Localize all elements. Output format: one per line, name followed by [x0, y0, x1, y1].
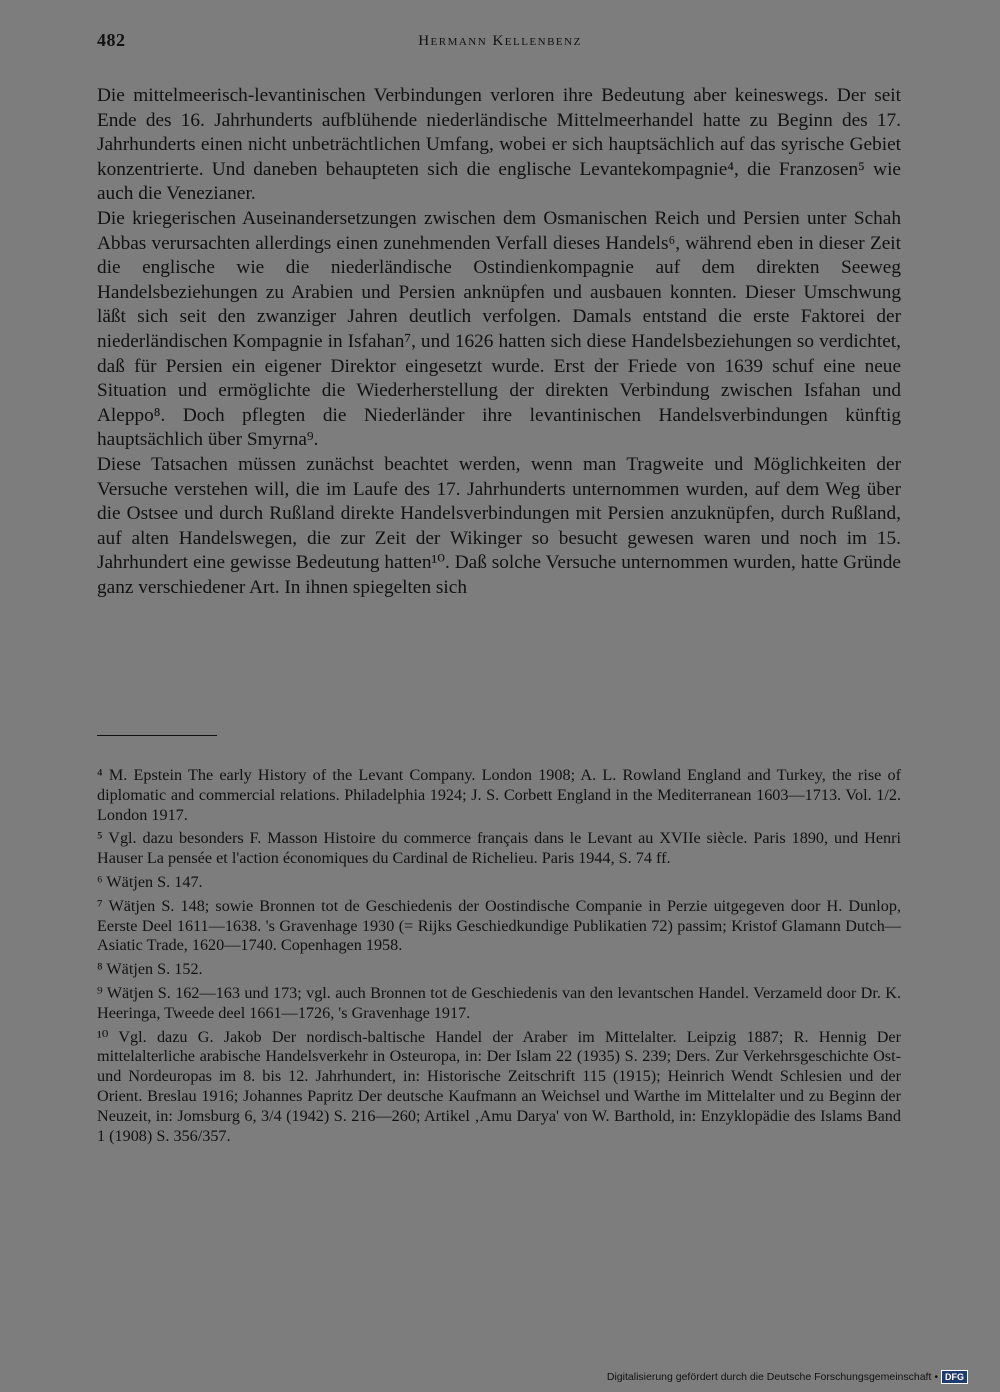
- footnotes: [97, 766, 901, 1150]
- footnote-separator: [97, 735, 217, 736]
- main-text: [97, 84, 901, 600]
- dfg-logo-icon: DFG: [941, 1370, 968, 1384]
- running-head: Hermann Kellenbenz: [418, 33, 582, 49]
- page-number: 482: [97, 30, 126, 50]
- paragraph: Die kriegerischen Auseinandersetzungen zwischen dem Osmanischen Reich und Persien unter Schah Abbas verursachten allerdings einen zunehmenden Verfall dieses Handels⁶, während eben in dieser Zeit die englische wie die niederländische Ostindienkompagnie auf dem direkten Seeweg Handelsbeziehungen zu Arabien und Persien anknüpfen und ausbauen konnten. Dieser Umschwung läßt sich seit den zwanziger Jahren deutlich verfolgen. Damals entstand die erste Faktorei der niederländischen Kompagnie in Isfahan⁷, und 1626 hatten sich diese Handelsbeziehungen so verdichtet, daß für Persien ein eigener Direktor eingesetzt wurde. Erst der Friede von 1639 schuf eine neue Situation und ermöglichte die Wiederherstellung der direkten Verbindung zwischen Isfahan und Aleppo⁸. Doch pflegten die Niederländer ihre levantinischen Handelsverbindungen künftig hauptsächlich über Smyrna⁹.: [97, 207, 901, 451]
- footnote: ¹⁰ Vgl. dazu G. Jakob Der nordisch-baltische Handel der Araber im Mittelalter. Leipzig 1887; R. Hennig Der mittelalterliche arabische Handelsverkehr in Osteuropa, in: Der Islam 22 (1935) S. 239; Ders. Zur Verkehrsgeschichte Ost- und Nordeuropas im 8. bis 12. Jahrhundert, in: Historische Zeitschrift 115 (1915); Heinrich Wendt Schlesien und der Orient. Breslau 1916; Johannes Papritz Der deutsche Kaufmann an Weichsel und Warthe im Mittelalter und zu Beginn der Neuzeit, in: Jomsburg 6, 3/4 (1942) S. 216—260; Artikel ‚Amu Darya' von W. Barthold, in: Enzyklopädie des Islams Band 1 (1908) S. 356/357.: [97, 1027, 901, 1145]
- footnote: ⁵ Vgl. dazu besonders F. Masson Histoire du commerce français dans le Levant au XVIIe siècle. Paris 1890, und Henri Hauser La pensée et l'action économiques du Cardinal de Richelieu. Paris 1944, S. 74 ff.: [97, 829, 901, 868]
- footnote: ⁹ Wätjen S. 162—163 und 173; vgl. auch Bronnen tot de Geschiedenis van den levantschen Handel. Verzameld door Dr. K. Heeringa, Tweede deel 1661—1726, 's Gravenhage 1917.: [97, 983, 901, 1022]
- paragraph: Die mittelmeerisch-levantinischen Verbindungen verloren ihre Bedeutung aber keineswegs. Der seit Ende des 16. Jahrhunderts aufblühende niederländische Mittelmeerhandel hatte zu Beginn des 17. Jahrhunderts einen nicht unbeträchtlichen Umfang, wobei er sich hauptsächlich auf das syrische Gebiet konzentrierte. Und daneben behaupteten sich die englische Levantekompagnie⁴, die Franzosen⁵ wie auch die Venezianer.: [97, 85, 901, 205]
- footnote: ⁸ Wätjen S. 152.: [97, 960, 203, 979]
- paragraph: Diese Tatsachen müssen zunächst beachtet werden, wenn man Tragweite und Möglichkeiten der Versuche verstehen will, die im Laufe des 17. Jahrhunderts unternommen wurden, auf dem Weg über die Ostsee und durch Rußland direkte Handelsverbindungen mit Persien anzuknüpfen, durch Rußland, auf alten Handelswegen, die zur Zeit der Wikinger so besucht gewesen waren und noch im 15. Jahrhundert eine gewisse Bedeutung hatten¹⁰. Daß solche Versuche unternommen wurden, hatte Gründe ganz verschiedener Art. In ihnen spiegelten sich: [97, 453, 901, 598]
- digitization-credit: [607, 1370, 968, 1384]
- footnote: ⁶ Wätjen S. 147.: [97, 872, 203, 891]
- footnote: ⁷ Wätjen S. 148; sowie Bronnen tot de Geschiedenis der Oostindische Companie in Perzie uitgegeven door H. Dunlop, Eerste Deel 1611—1638. 's Gravenhage 1930 (= Rijks Geschiedkundige Publikatien 72) passim; Kristof Glamann Dutch—Asiatic Trade, 1620—1740. Copenhagen 1958.: [97, 896, 901, 955]
- footnote: ⁴ M. Epstein The early History of the Levant Company. London 1908; A. L. Rowland England and Turkey, the rise of diplomatic and commercial relations. Philadelphia 1924; J. S. Corbett England in the Mediterranean 1603—1713. Vol. 1/2. London 1917.: [97, 766, 901, 824]
- credit-text: Digitalisierung gefördert durch die Deutsche Forschungsgemeinschaft •: [606, 1371, 938, 1383]
